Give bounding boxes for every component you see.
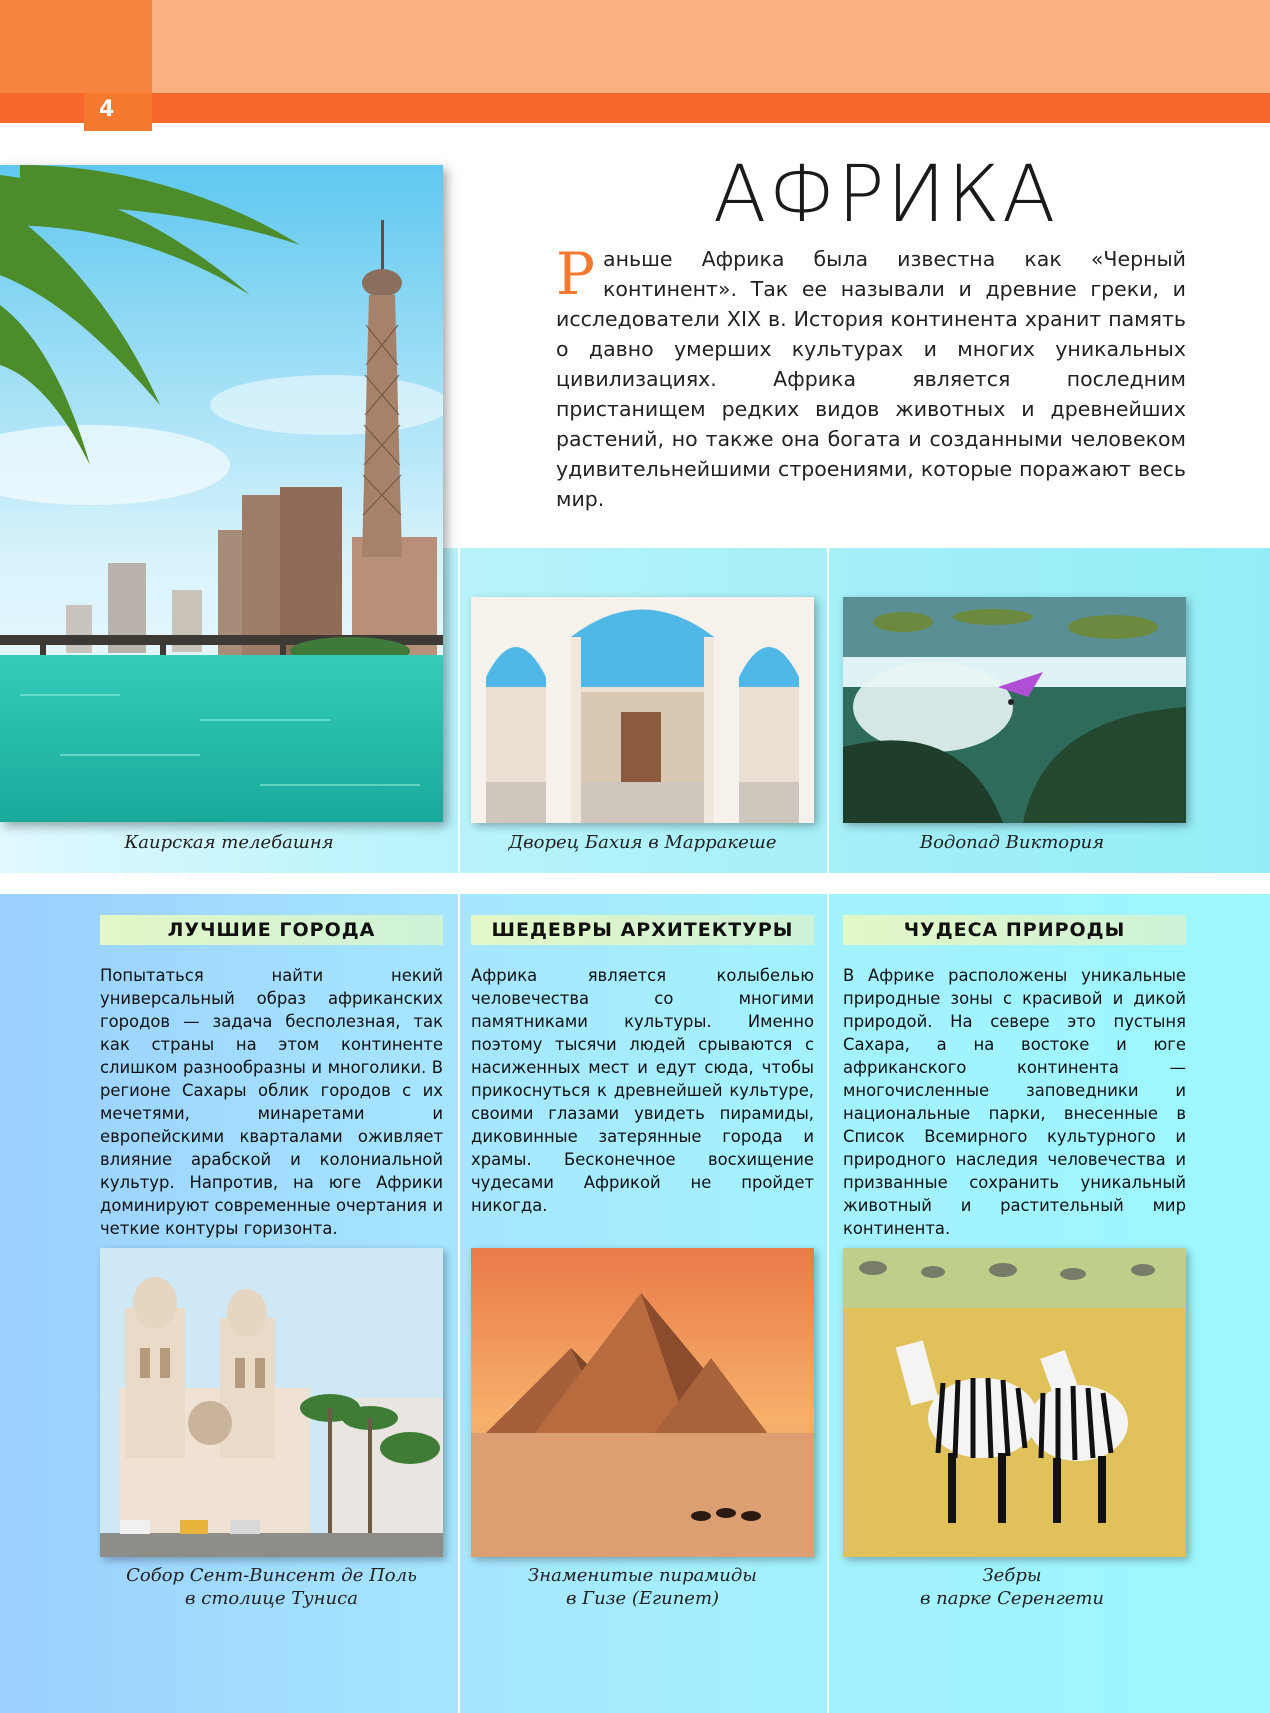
image-bahia-palace bbox=[471, 597, 814, 823]
hero-image-cairo-tower bbox=[0, 165, 443, 822]
image-giza-pyramids bbox=[471, 1248, 814, 1557]
page-number: 4 bbox=[99, 97, 115, 122]
caption-cathedral-line2: в столице Туниса bbox=[185, 1588, 358, 1609]
header-corner-block bbox=[0, 0, 152, 93]
caption-giza-pyramids bbox=[458, 1564, 827, 1610]
column-divider-right bbox=[827, 548, 829, 1713]
image-victoria-falls bbox=[843, 597, 1186, 823]
panel-gap bbox=[0, 873, 1270, 894]
header-strip bbox=[0, 93, 1270, 123]
caption-cairo-tower: Каирская телебашня bbox=[124, 832, 334, 853]
intro-text: аньше Африка была известна как «Черный континент». Так ее называли и древние греки, и исследователи XIX в. История континента хранит память о давно умерших культурах и многих уникальных цивилизациях. Африка является последним пристанищем редких видов животных и древнейших растений, но также она богата и созданными человеком удивительнейшими строениями, которые поражают весь мир. bbox=[556, 247, 1186, 511]
text-architecture: Африка является колыбелью человечества со многими памятниками культуры. Именно поэтому тысячи людей срываются с насиженных мест и едут сюда, чтобы прикоснуться к древнейшей культуре, своими глазами увидеть пирамиды, диковинные затерянные города и храмы. Бесконечное восхищение чудесами Африкой не пройдет никогда. bbox=[471, 966, 814, 1215]
caption-pyramids-line2: в Гизе (Египет) bbox=[565, 1588, 720, 1609]
caption-zebras-line2: в парке Серенгети bbox=[919, 1588, 1105, 1609]
heading-architecture: ШЕДЕВРЫ АРХИТЕКТУРЫ bbox=[471, 915, 814, 945]
page-title: АФРИКА bbox=[713, 150, 1058, 240]
heading-nature: ЧУДЕСА ПРИРОДЫ bbox=[843, 915, 1186, 945]
text-best-cities: Попытаться найти некий универсальный образ африканских городов — задача бесполезная, так как страны на этом континенте слишком разнообразны и многолики. В регионе Сахары облик городов с их мечетями, минаретами и европейскими кварталами оживляет влияние арабской и колониальной культур. Напротив, на юге Африки доминируют современные очертания и четкие контуры горизонта. bbox=[100, 966, 443, 1238]
column-divider-left bbox=[458, 548, 460, 1713]
caption-zebras-line1: Зебры bbox=[982, 1565, 1042, 1586]
image-zebras-serengeti bbox=[843, 1248, 1186, 1557]
caption-cathedral-line1: Собор Сент-Винсент де Поль bbox=[126, 1565, 417, 1586]
text-nature: В Африке расположены уникальные природные зоны с красивой и дикой природой. На севере это пустыня Сахара, а на востоке и юге африканского континента — многочисленные заповедники и национальные парки, внесенные в Список Всемирного культурного и природного наследия человечества и призванные сохранить уникальный животный и растительный мир континента. bbox=[843, 966, 1186, 1238]
caption-bahia-palace: Дворец Бахия в Марракеше bbox=[508, 832, 777, 853]
caption-pyramids-line1: Знаменитые пирамиды bbox=[528, 1565, 757, 1586]
caption-zebras-serengeti bbox=[827, 1564, 1197, 1610]
header-band bbox=[0, 0, 1270, 93]
image-cathedral-tunis bbox=[100, 1248, 443, 1557]
caption-victoria-falls: Водопад Виктория bbox=[919, 832, 1105, 853]
page-number-box bbox=[84, 93, 152, 131]
drop-cap: Р bbox=[556, 240, 596, 308]
intro-paragraph bbox=[556, 240, 1186, 514]
heading-best-cities: ЛУЧШИЕ ГОРОДА bbox=[100, 915, 443, 945]
